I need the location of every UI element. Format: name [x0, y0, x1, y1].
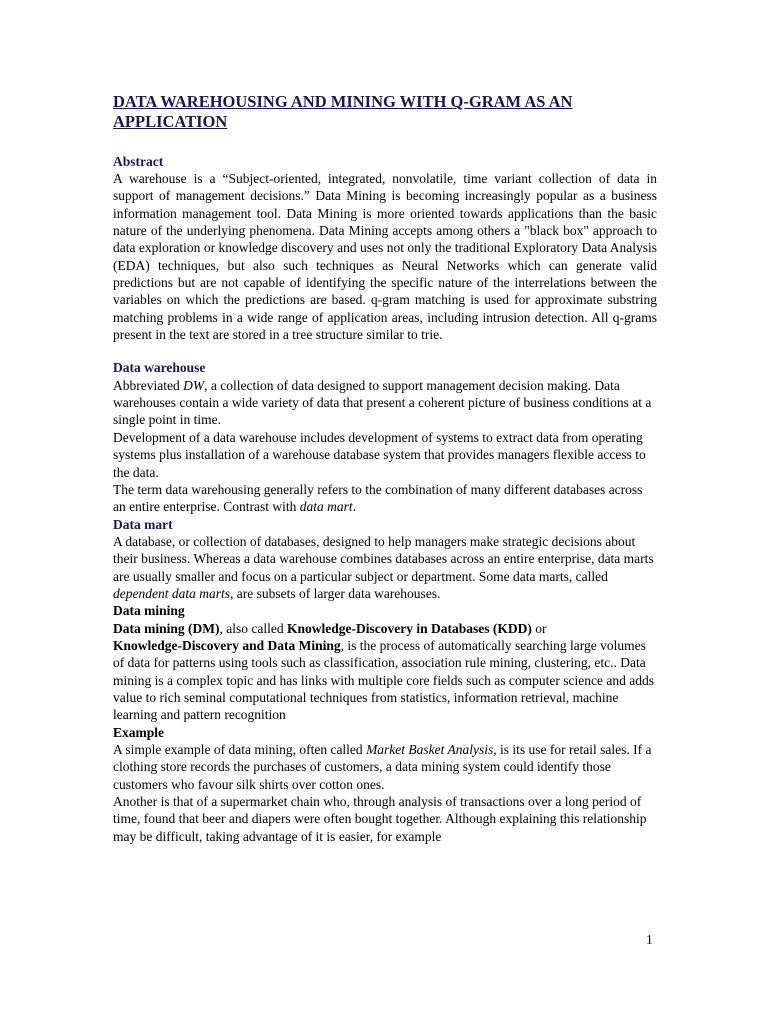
document-title: DATA WAREHOUSING AND MINING WITH Q-GRAM AS AN APPLICATION [113, 92, 573, 131]
data-mining-paragraph [113, 620, 657, 724]
abstract-text: A warehouse is a “Subject-oriented, integrated, nonvolatile, time variant collection of data in support of management decisions.” Data Mining is becoming increasingly popular as a business information management tool. Data Mining is more oriented towards applications than the basic nature of the underlying phenomena. Data Mining accepts among others a "black box" approach to data exploration or knowledge discovery and uses not only the traditional Exploratory Data Analysis (EDA) techniques, but also such techniques as Neural Networks which can generate valid predictions but are not capable of identifying the specific nature of the interrelations between the variables on which the predictions are based. q-gram matching is used for approximate substring matching problems in a wide range of application areas, including intrusion detection. All q-grams present in the text are stored in a tree structure similar to trie. [113, 171, 657, 343]
italic-term: dependent data marts, [113, 585, 234, 601]
text-span: Abbreviated [113, 377, 184, 393]
data-mart-heading: Data mart [113, 516, 173, 532]
text-span: A database, or collection of databases, designed to help managers make strategic decisions about their business. Whereas a data warehouse combines databases across an entire enterprise, data marts are usually smaller and focus on a particular subject or department. Some data marts, called [113, 533, 654, 584]
data-mart-paragraph [113, 533, 657, 602]
data-mining-heading: Data mining [113, 603, 185, 619]
page-number: 1 [646, 932, 653, 947]
text-span: , a collection of data designed to support management decision making. Data warehouses contain a wide variety of data that present a coherent picture of business conditions at a single point in time. [113, 377, 652, 428]
data-warehouse-paragraph-2: Development of a data warehouse includes development of systems to extract data from operating systems plus installation of a warehouse database system that provides managers flexible access to the data. [113, 429, 646, 480]
text-span: , also called [219, 620, 287, 636]
bold-term: Data mining (DM) [113, 620, 220, 636]
text-span: . [352, 499, 356, 515]
example-paragraph-1 [113, 741, 657, 793]
text-span: A simple example of data mining, often called [113, 742, 367, 757]
bold-term: Knowledge-Discovery and Data Mining [113, 637, 341, 653]
document-page [113, 92, 657, 845]
italic-term: data mart [299, 499, 353, 515]
example-paragraph-2: Another is that of a supermarket chain who, through analysis of transactions over a long period of time, found that beer and diapers were often bought together. Although explaining this relationship may be difficult, taking advantage of it is easier, for example [113, 794, 647, 844]
data-warehouse-heading: Data warehouse [113, 360, 206, 376]
text-span: or [531, 620, 547, 636]
data-warehouse-paragraph-1 [113, 377, 657, 429]
italic-term: Market Basket Analysis [366, 742, 494, 757]
data-warehouse-paragraph-3 [113, 481, 657, 516]
text-span: are subsets of larger data warehouses. [233, 585, 441, 601]
example-heading: Example [113, 724, 165, 740]
spacer [113, 343, 657, 359]
italic-term: DW [183, 377, 205, 393]
text-span: The term data warehousing generally refers to the combination of many different databases across an entire enterprise. Contrast with [113, 481, 643, 515]
text-span: , is its use for retail sales. If a clothing store records the purchases of customers, a data mining system could identify those customers who favour silk shirts over cotton ones. [113, 742, 652, 792]
abstract-heading: Abstract [113, 154, 164, 169]
bold-term: Knowledge-Discovery in Databases (KDD) [286, 620, 532, 636]
text-span: , is the process of automatically searching large volumes of data for patterns using tools such as classification, association rule mining, clustering, etc.. Data mining is a complex topic and has links with multiple core fields such as computer science and adds value to rich seminal computational techniques from statistics, information retrieval, machine learning and pattern recognition [113, 637, 654, 723]
